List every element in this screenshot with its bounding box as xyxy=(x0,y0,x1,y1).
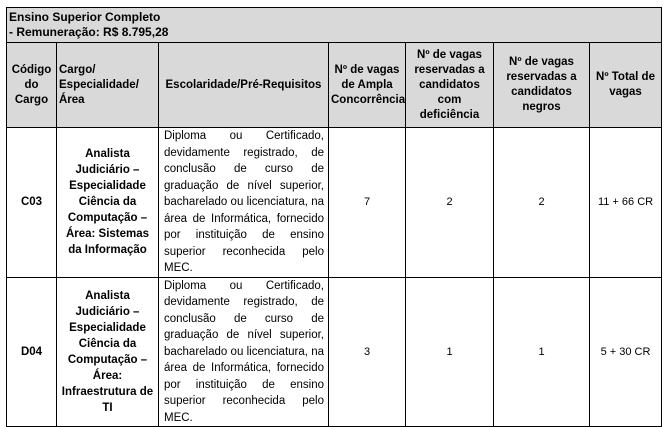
row-cargo: Analista Judiciário – Especialidade Ciência da Computação – Área: Sistemas da Informação xyxy=(57,128,159,278)
header-ampla: Nº de vagas de Ampla Concorrência xyxy=(329,43,406,128)
row-cargo: Analista Judiciário – Especialidade Ciência da Computação – Área: Infraestrutura de TI xyxy=(57,277,159,427)
row-deficiencia: 1 xyxy=(406,277,494,427)
education-level-title: Ensino Superior Completo xyxy=(9,10,161,24)
row-escolaridade: Diploma ou Certificado, devidamente registrado, de conclusão de curso de graduação de nível superior, bacharelado ou licenciatura, na área de Informática, fornecido por instituição de ensino superior reconhecida pelo MEC. xyxy=(159,277,329,427)
header-total: Nº Total de vagas xyxy=(590,43,662,128)
header-negros: Nº de vagas reservadas a candidatos negros xyxy=(494,43,590,128)
header-codigo: Código do Cargo xyxy=(7,43,57,128)
row-negros: 2 xyxy=(494,128,590,278)
row-ampla: 3 xyxy=(329,277,406,427)
row-total: 11 + 66 CR xyxy=(590,128,662,278)
row-deficiencia: 2 xyxy=(406,128,494,278)
header-row xyxy=(7,43,662,128)
header-escolaridade: Escolaridade/Pré-Requisitos xyxy=(159,43,329,128)
row-ampla: 7 xyxy=(329,128,406,278)
header-cargo: Cargo/ Especialidade/ Área xyxy=(57,43,159,128)
header-deficiencia: Nº de vagas reservadas a candidatos com deficiência xyxy=(406,43,494,128)
row-negros: 1 xyxy=(494,277,590,427)
row-total: 5 + 30 CR xyxy=(590,277,662,427)
row-codigo: C03 xyxy=(7,128,57,278)
row-escolaridade: Diploma ou Certificado, devidamente registrado, de conclusão de curso de graduação de nível superior, bacharelado ou licenciatura, na área de Informática, fornecido por instituição de ensino superior reconhecida pelo MEC. xyxy=(159,128,329,278)
table-row xyxy=(7,128,662,278)
vacancy-table xyxy=(6,7,662,427)
table-row xyxy=(7,277,662,427)
table-banner xyxy=(7,8,662,43)
salary-line: - Remuneração: R$ 8.795,28 xyxy=(9,25,169,39)
row-codigo: D04 xyxy=(7,277,57,427)
